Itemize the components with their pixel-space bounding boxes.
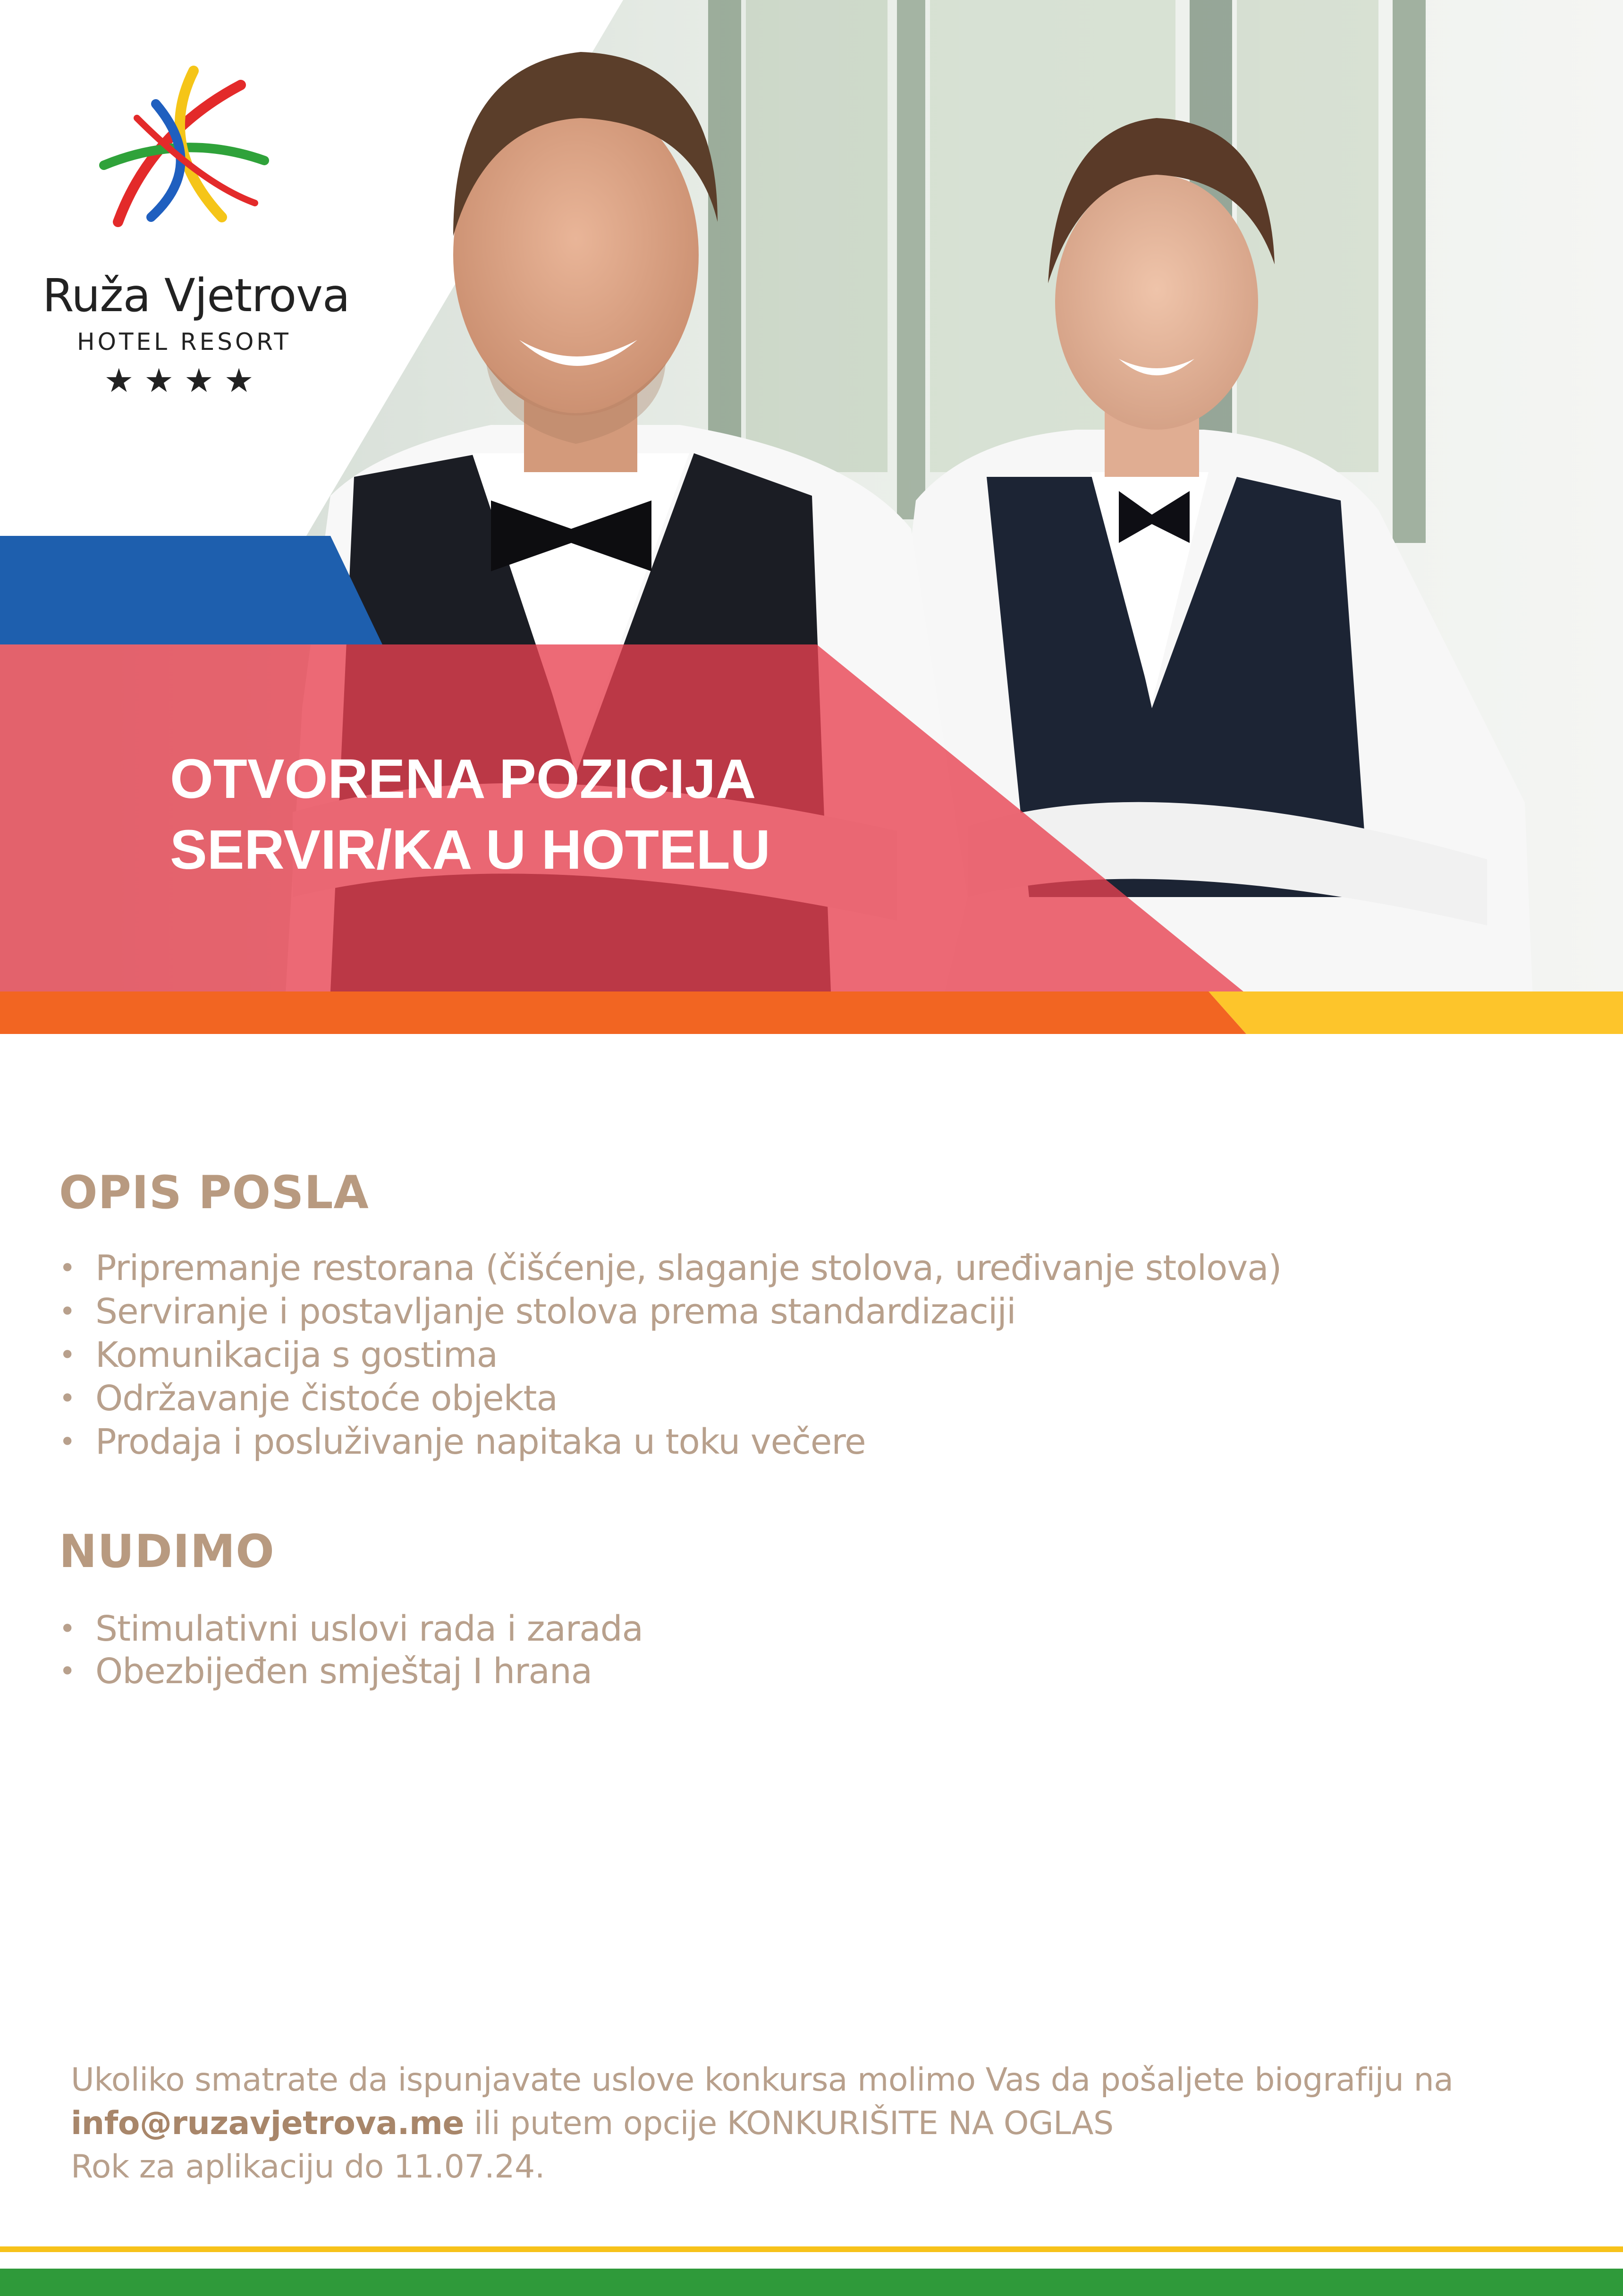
list-item: • Komunikacija s gostima [59,1333,1281,1377]
footer-line-1: Ukoliko smatrate da ispunjavate uslove konkursa molimo Vas da pošaljete biografiju na [71,2061,1454,2099]
list-item: • Održavanje čistoće objekta [59,1377,1281,1420]
job-description-title: OPIS POSLA [59,1166,369,1219]
contact-email-link[interactable]: info@ruzavjetrova.me [71,2105,464,2142]
bullet-dot-icon: • [59,1425,76,1458]
bullet-dot-icon: • [59,1252,76,1285]
bullet-dot-icon: • [59,1612,76,1645]
offer-list [59,1608,643,1693]
offer-title: NUDIMO [59,1525,275,1578]
bullet-dot-icon: • [59,1339,76,1372]
list-item: • Prodaja i posluživanje napitaka u toku večere [59,1420,1281,1464]
application-instructions [71,2059,1581,2189]
brand-subtitle: HOTEL RESORT [77,328,291,356]
list-item: • Serviranje i postavljanje stolova prema standardizaciji [59,1290,1281,1333]
green-stripe [0,2269,1623,2296]
headline-line-1: OTVORENA POZICIJA [170,748,756,810]
list-item: • Obezbijeđen smještaj I hrana [59,1651,592,1692]
job-headline [170,744,1020,885]
headline-line-2: SERVIR/KA U HOTELU [170,819,770,881]
list-item: • Pripremanje restorana (čišćenje, slaganje stolova, uređivanje stolova) [59,1246,1281,1290]
hotel-logo [42,61,350,401]
wind-rose-star-logo-icon [85,61,283,250]
hero-banner [0,0,1623,1034]
footer-line-2: info@ruzavjetrova.me ili putem opcije KONKURIŠITE NA OGLAS [71,2105,1114,2142]
job-description-list [59,1246,1281,1464]
footer-deadline: Rok za aplikaciju do 11.07.24. [71,2148,545,2186]
bullet-dot-icon: • [59,1655,76,1688]
yellow-stripe [0,2246,1623,2252]
star-rating: ★★★★ [104,362,264,399]
bullet-dot-icon: • [59,1295,76,1328]
brand-name: Ruža Vjetrova [42,269,350,322]
bullet-dot-icon: • [59,1382,76,1415]
list-item: • Stimulativni uslovi rada i zarada [59,1609,643,1649]
